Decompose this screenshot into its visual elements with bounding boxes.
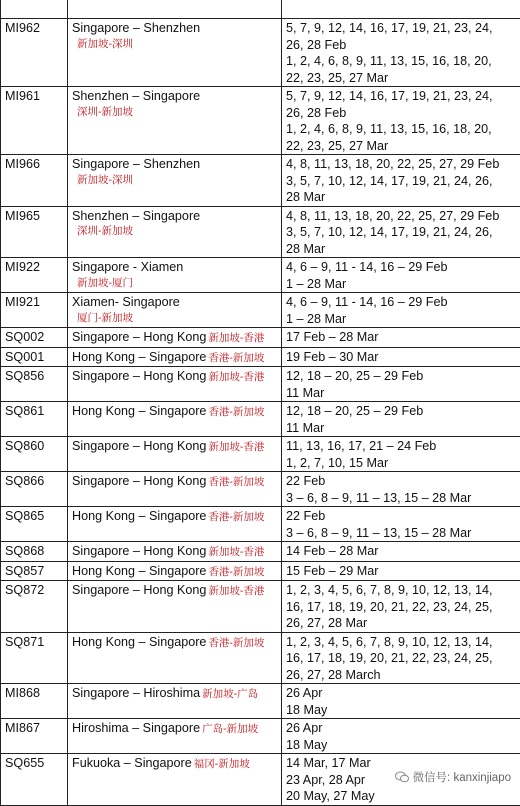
flight-number: SQ865 <box>1 507 68 542</box>
table-row <box>1 632 520 684</box>
date-line: 4, 8, 11, 13, 18, 20, 22, 25, 27, 29 Feb <box>286 156 517 173</box>
dates-cell <box>282 155 520 207</box>
date-line: 4, 8, 11, 13, 18, 20, 22, 25, 27, 29 Feb <box>286 208 517 225</box>
route-cn: 福冈-新加坡 <box>194 758 250 770</box>
dates-cell <box>282 328 520 348</box>
date-line: 3, 5, 7, 10, 12, 14, 17, 19, 21, 24, 26, <box>286 224 517 241</box>
route-cell <box>68 542 282 562</box>
route-en: Hong Kong – Singapore <box>72 509 206 523</box>
table-row <box>1 542 520 562</box>
route-cn: 香港-新加坡 <box>208 566 264 578</box>
route-en: Singapore – Hong Kong <box>72 439 206 453</box>
date-line: 4, 6 – 9, 11 - 14, 16 – 29 Feb <box>286 294 517 311</box>
route-cell <box>68 367 282 402</box>
date-line: 18 May <box>286 737 517 754</box>
route-cn: 广岛-新加坡 <box>202 723 258 735</box>
route-cell <box>68 87 282 155</box>
table-row <box>1 507 520 542</box>
date-line: 1 – 28 Mar <box>286 311 517 328</box>
table-row <box>1 684 520 719</box>
route-cn: 深圳-新加坡 <box>72 224 278 239</box>
route-cell <box>68 0 282 19</box>
date-line: 23 Apr, 28 Apr <box>286 772 517 789</box>
table-row <box>1 367 520 402</box>
table-row <box>1 561 520 581</box>
dates-cell <box>282 0 520 19</box>
route-cell <box>68 155 282 207</box>
route-en: Singapore – Hong Kong <box>72 474 206 488</box>
dates-cell <box>282 632 520 684</box>
route-cell <box>68 632 282 684</box>
route-en: Singapore – Hong Kong <box>72 330 206 344</box>
date-line: 3 – 6, 8 – 9, 11 – 13, 15 – 28 Mar <box>286 525 517 542</box>
route-cell <box>68 507 282 542</box>
flight-number: SQ856 <box>1 367 68 402</box>
route-cn: 新加坡-香港 <box>208 546 264 558</box>
route-en: Hong Kong – Singapore <box>72 564 206 578</box>
flight-number: SQ868 <box>1 542 68 562</box>
table-row <box>1 0 520 19</box>
date-line: 26 Apr <box>286 720 517 737</box>
date-line: 22, 23, 25, 27 Mar <box>286 70 517 87</box>
route-cn: 香港-新加坡 <box>208 476 264 488</box>
wechat-icon <box>395 771 409 783</box>
date-line: 1, 2, 4, 6, 8, 9, 11, 13, 15, 16, 18, 20, <box>286 121 517 138</box>
route-en: Hong Kong – Singapore <box>72 635 206 649</box>
route-cell <box>68 684 282 719</box>
table-row <box>1 155 520 207</box>
date-line: 28 Mar <box>286 189 517 206</box>
date-line: 14 Feb – 28 Mar <box>286 543 517 560</box>
dates-cell <box>282 367 520 402</box>
flight-number: SQ860 <box>1 437 68 472</box>
dates-cell <box>282 472 520 507</box>
route-cn: 香港-新加坡 <box>208 406 264 418</box>
flight-number: MI867 <box>1 719 68 754</box>
dates-cell <box>282 581 520 633</box>
route-cell <box>68 472 282 507</box>
table-row <box>1 719 520 754</box>
route-cn: 香港-新加坡 <box>208 352 264 364</box>
route-cell <box>68 206 282 258</box>
dates-cell <box>282 437 520 472</box>
route-cell <box>68 293 282 328</box>
route-en: Hong Kong – Singapore <box>72 350 206 364</box>
date-line: 1, 2, 3, 4, 5, 6, 7, 8, 9, 10, 12, 13, 14, <box>286 634 517 651</box>
dates-cell <box>282 87 520 155</box>
route-en: Shenzhen – Singapore <box>72 209 200 223</box>
flight-number: SQ866 <box>1 472 68 507</box>
flight-number: MI961 <box>1 87 68 155</box>
flight-number: MI922 <box>1 258 68 293</box>
date-line: 18 May <box>286 702 517 719</box>
date-line: 20 May, 27 May <box>286 788 517 805</box>
date-line: 1 – 28 Mar <box>286 276 517 293</box>
date-line: 3 – 6, 8 – 9, 11 – 13, 15 – 28 Mar <box>286 490 517 507</box>
route-cn: 新加坡-广岛 <box>202 688 258 700</box>
dates-cell <box>282 347 520 367</box>
dates-cell <box>282 507 520 542</box>
date-line: 22, 23, 25, 27 Mar <box>286 138 517 155</box>
date-line: 12, 18 – 20, 25 – 29 Feb <box>286 403 517 420</box>
date-line: 28 Mar <box>286 241 517 258</box>
table-row <box>1 293 520 328</box>
date-line: 1, 2, 7, 10, 15 Mar <box>286 455 517 472</box>
table-row <box>1 347 520 367</box>
route-en: Singapore – Hiroshima <box>72 686 200 700</box>
dates-cell <box>282 258 520 293</box>
flight-number: MI962 <box>1 19 68 87</box>
flight-number: MI966 <box>1 155 68 207</box>
date-line: 26, 27, 28 March <box>286 667 517 684</box>
route-en: Hong Kong – Singapore <box>72 404 206 418</box>
route-en: Fukuoka – Singapore <box>72 756 192 770</box>
flight-number: SQ871 <box>1 632 68 684</box>
date-line: 5, 7, 9, 12, 14, 16, 17, 19, 21, 23, 24, <box>286 88 517 105</box>
dates-cell <box>282 206 520 258</box>
route-cn: 新加坡-深圳 <box>72 37 278 52</box>
date-line: 3, 5, 7, 10, 12, 14, 17, 19, 21, 24, 26, <box>286 173 517 190</box>
table-row <box>1 581 520 633</box>
date-line: 14 Mar, 17 Mar <box>286 755 517 772</box>
dates-cell <box>282 402 520 437</box>
route-en: Singapore – Shenzhen <box>72 21 200 35</box>
date-line: 22 Feb <box>286 508 517 525</box>
table-row <box>1 206 520 258</box>
route-cn: 香港-新加坡 <box>208 511 264 523</box>
route-cell <box>68 402 282 437</box>
date-line: 15 Feb – 29 Mar <box>286 563 517 580</box>
date-line: 19 Feb – 30 Mar <box>286 349 517 366</box>
route-en: Xiamen- Singapore <box>72 295 180 309</box>
date-line: 1, 2, 4, 6, 8, 9, 11, 13, 15, 16, 18, 20, <box>286 53 517 70</box>
route-cell <box>68 561 282 581</box>
route-cn: 新加坡-厦门 <box>72 276 278 291</box>
date-line: 1, 2, 3, 4, 5, 6, 7, 8, 9, 10, 12, 13, 14, <box>286 582 517 599</box>
table-row <box>1 258 520 293</box>
route-cn: 厦门-新加坡 <box>72 311 278 326</box>
route-cell <box>68 258 282 293</box>
date-line: 26, 28 Feb <box>286 105 517 122</box>
route-cn: 深圳-新加坡 <box>72 105 278 120</box>
route-en: Singapore - Xiamen <box>72 260 183 274</box>
flight-number: SQ857 <box>1 561 68 581</box>
route-en: Shenzhen – Singapore <box>72 89 200 103</box>
route-cell <box>68 437 282 472</box>
dates-cell <box>282 719 520 754</box>
date-line: 11 Mar <box>286 385 517 402</box>
route-cn: 新加坡-香港 <box>208 332 264 344</box>
date-line: 11, 13, 16, 17, 21 – 24 Feb <box>286 438 517 455</box>
route-en: Singapore – Hong Kong <box>72 583 206 597</box>
table-row <box>1 437 520 472</box>
date-line: 26 Apr <box>286 685 517 702</box>
flight-number: SQ861 <box>1 402 68 437</box>
date-line: 16, 17, 18, 19, 20, 21, 22, 23, 24, 25, <box>286 599 517 616</box>
route-cell <box>68 19 282 87</box>
watermark-text: 微信号: kanxinjiapo <box>413 769 511 785</box>
route-cn: 新加坡-香港 <box>208 371 264 383</box>
dates-cell <box>282 684 520 719</box>
date-line: 16, 17, 18, 19, 20, 21, 22, 23, 24, 25, <box>286 650 517 667</box>
route-en: Singapore – Hong Kong <box>72 544 206 558</box>
dates-cell <box>282 542 520 562</box>
flight-number: MI921 <box>1 293 68 328</box>
table-row <box>1 19 520 87</box>
watermark <box>392 768 514 786</box>
route-en: Singapore – Hong Kong <box>72 369 206 383</box>
flight-number: MI868 <box>1 684 68 719</box>
date-line: 11 Mar <box>286 420 517 437</box>
route-cn: 新加坡-深圳 <box>72 173 278 188</box>
date-line: 17 Feb – 28 Mar <box>286 329 517 346</box>
flight-number: SQ872 <box>1 581 68 633</box>
route-cell <box>68 719 282 754</box>
table-row <box>1 87 520 155</box>
table-row <box>1 472 520 507</box>
date-line: 26, 28 Feb <box>286 37 517 54</box>
route-cn: 新加坡-香港 <box>208 441 264 453</box>
route-cn: 新加坡-香港 <box>208 585 264 597</box>
table-row <box>1 328 520 348</box>
table-row <box>1 402 520 437</box>
route-cn: 香港-新加坡 <box>208 637 264 649</box>
date-line: 12, 18 – 20, 25 – 29 Feb <box>286 368 517 385</box>
flight-number: SQ001 <box>1 347 68 367</box>
dates-cell <box>282 293 520 328</box>
date-line: 22 Feb <box>286 473 517 490</box>
route-cell <box>68 754 282 806</box>
date-line: 5, 7, 9, 12, 14, 16, 17, 19, 21, 23, 24, <box>286 20 517 37</box>
route-cell <box>68 581 282 633</box>
flight-number: SQ655 <box>1 754 68 806</box>
route-cell <box>68 347 282 367</box>
route-en: Hiroshima – Singapore <box>72 721 200 735</box>
date-line: 26, 27, 28 Mar <box>286 615 517 632</box>
dates-cell <box>282 561 520 581</box>
dates-cell <box>282 19 520 87</box>
flight-number: SQ002 <box>1 328 68 348</box>
flight-number: MI965 <box>1 206 68 258</box>
route-cell <box>68 328 282 348</box>
date-line: 4, 6 – 9, 11 - 14, 16 – 29 Feb <box>286 259 517 276</box>
flight-number <box>1 0 68 19</box>
route-en: Singapore – Shenzhen <box>72 157 200 171</box>
